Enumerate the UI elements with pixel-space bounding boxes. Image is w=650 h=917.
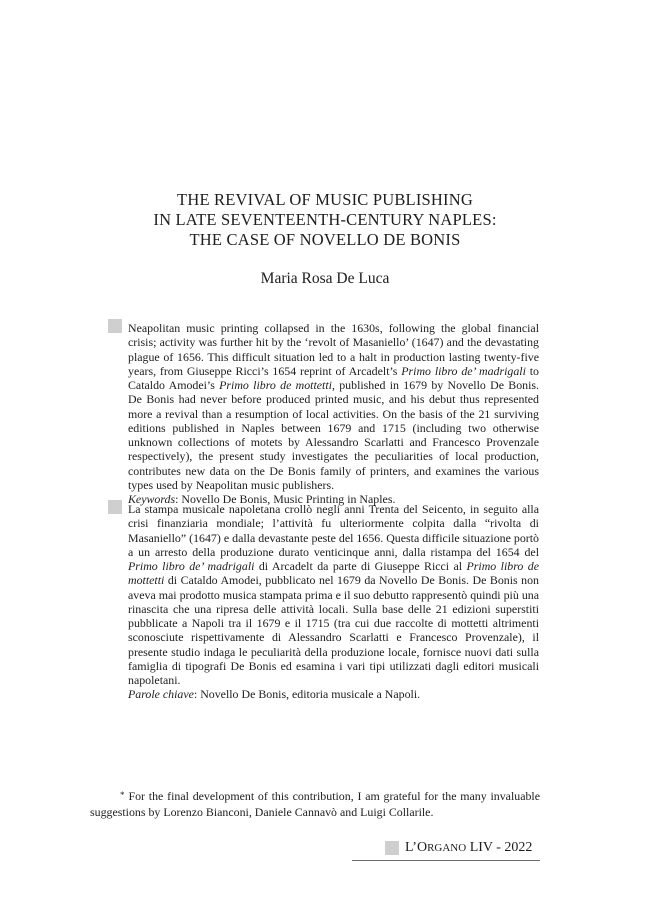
footer-marker — [385, 841, 399, 855]
journal-name-smallcaps: RGANO — [427, 842, 467, 854]
abstract-text-segment: di Cataldo Amodei, pubblicato nel 1679 da Novello De Bonis. De Bonis non aveva mai prodotto musica stampata prima e il suo debutto rappresentò quindi più una rinascita che una ripresa delle attività locali. Sulla base delle 21 edizioni superstiti pubblicate a Napoli tra il 1679 e il 1715 (tra cui due raccolte di mottetti altrimenti sconosciute rispettivamente di Alessandro Scarlatti e Francesco Provenzale), il presente studio indaga le peculiarità della produzione locale, fornisce nuovi dati sulla famiglia di tipografi De Bonis ed esamina i vari tipi utilizzati dagli editori musicali napoletani. — [128, 573, 539, 687]
keywords-italian — [128, 687, 539, 701]
abstract-italian-text — [128, 502, 539, 687]
journal-prefix: L’ — [405, 840, 417, 855]
keywords-label: Parole chiave — [128, 687, 194, 702]
abstract-text-segment: Neapolitan music printing collapsed in the 1630s, following the global financial crisis; activity was further hit by the ‘revolt of Masaniello’ (1647) and the devastating plague of 1656. This difficult situation led to a halt in production lasting twenty-five years, from Giuseppe Ricci’s 1654 reprint of Arcadelt’s — [128, 321, 539, 378]
abstract-text-segment: to Cataldo Amodei’s — [128, 363, 539, 392]
abstract-text-segment: , published in 1679 by Novello De Bonis. De Bonis had never before produced printed music, and his debut thus represented more a revival than a resumption of local activities. On the basis of the 21 surviving editions published in Naples between 1679 and 1715 (including two otherwise unknown collections of motets by Alessandro Scarlatti and Francesco Provenzale respectively), the present study investigates the peculiarities of local production, contributes new data on the De Bonis family of printers, and examines the various types used by Neapolitan music publishers. — [128, 378, 539, 492]
footnote-text: For the final development of this contribution, I am grateful for the many invaluable suggestions by Lorenzo Bianconi, Daniele Cannavò and Luigi Collarile. — [90, 789, 540, 819]
abstract-title-italic: Primo libro de mottetti — [219, 378, 332, 392]
abstract-text-segment: La stampa musicale napoletana crollò negli anni Trenta del Seicento, in seguito alla crisi finanziaria mondiale; l’attività fu ulteriormente colpita dalla “rivolta di Masaniello” (1647) e dalla devastante peste del 1656. Questa difficile situazione portò a un arresto della produzione durato venticinque anni, dalla ristampa del 1654 del — [128, 502, 539, 559]
abstract-text-segment: di Arcadelt da parte di Giuseppe Ricci al — [254, 559, 467, 573]
abstract-title-italic: Primo libro de’ madrigali — [128, 559, 255, 573]
keywords-label: Keywords — [128, 492, 176, 506]
title-line-3: THE CASE OF NOVELLO DE BONIS — [189, 230, 461, 249]
keywords-text: : Novello De Bonis, editoria musicale a Napoli. — [193, 687, 421, 702]
footer-rule — [352, 860, 540, 861]
abstract-english — [128, 321, 539, 506]
abstract-marker-en — [108, 319, 122, 333]
author-name: Maria Rosa De Luca — [260, 270, 390, 287]
abstract-english-text — [128, 321, 539, 492]
journal-issue: LIV - 2022 — [466, 840, 533, 855]
title-line-2: IN LATE SEVENTEENTH-CENTURY NAPLES: — [153, 210, 497, 229]
journal-footer — [405, 840, 545, 856]
title-line-1: THE REVIVAL OF MUSIC PUBLISHING — [177, 190, 473, 209]
journal-name-cap: O — [416, 840, 428, 855]
abstract-title-italic: Primo libro de’ madrigali — [401, 363, 526, 378]
footnote — [90, 787, 540, 820]
keywords-text: : Novello De Bonis, Music Printing in Naples. — [175, 492, 396, 506]
article-title — [100, 190, 550, 250]
abstract-italian — [128, 502, 539, 702]
abstract-marker-it — [108, 500, 122, 514]
abstract-title-italic: Primo libro de mottetti — [128, 559, 539, 588]
footnote-mark: * — [120, 790, 125, 800]
